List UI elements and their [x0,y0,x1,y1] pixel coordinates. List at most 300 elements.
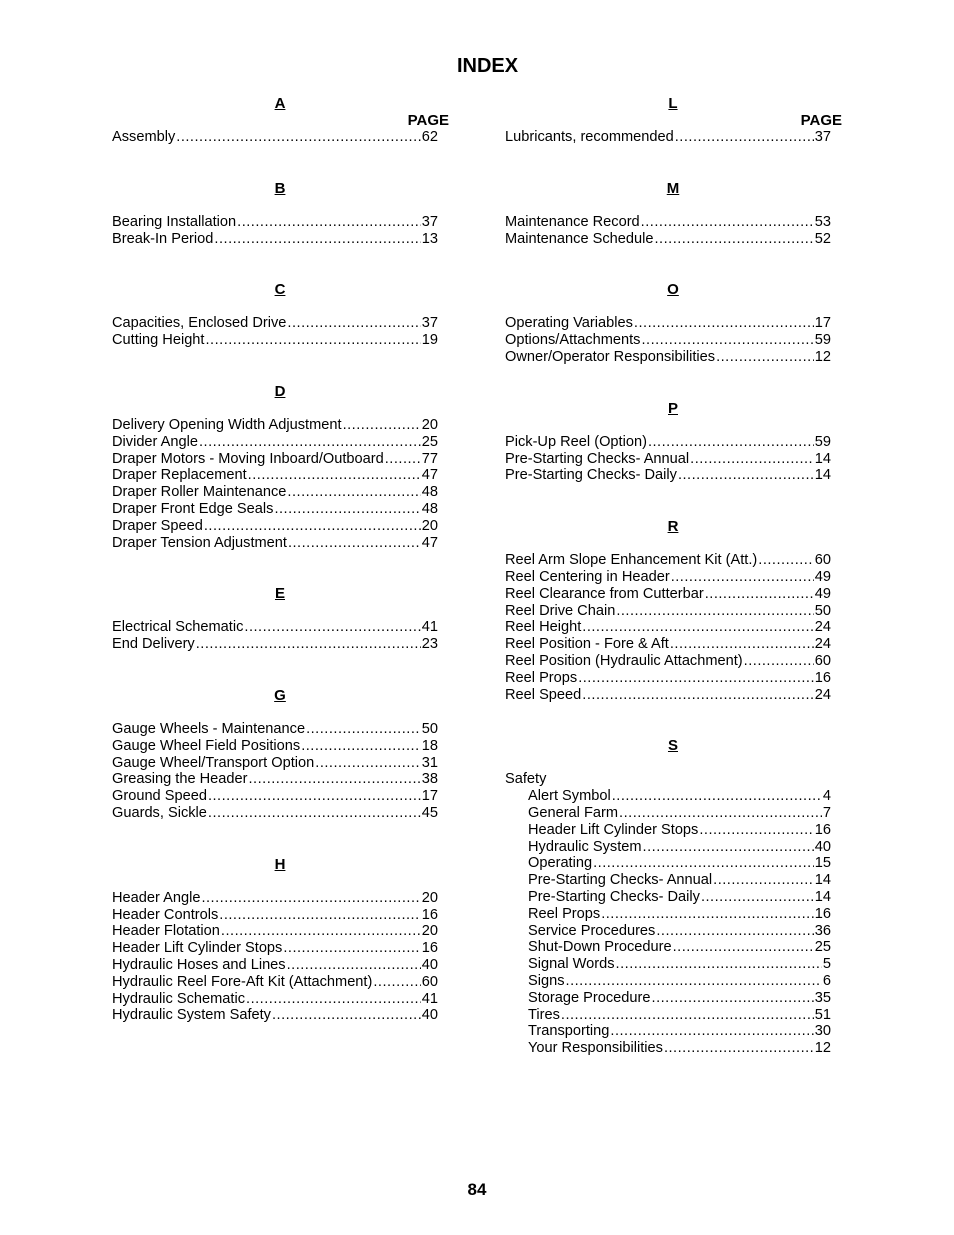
entry-text: Hydraulic Hoses and Lines [112,956,286,973]
section-spacer [112,873,438,890]
index-entry [505,687,831,704]
index-section-c [112,281,438,349]
entry-text: Lubricants, recommended [505,129,674,145]
index-section-m [505,180,831,248]
section-gap [505,484,831,518]
entry-text: Capacities, Enclosed Drive [112,315,287,332]
index-section-s [505,737,831,1057]
entry-text: Reel Height [505,619,582,636]
entry-page: 59 [814,332,831,349]
index-entry [112,484,438,501]
index-entry [112,1007,438,1024]
entry-text: Pick-Up Reel (Option) [505,433,647,450]
entry-text: Ground Speed [112,788,207,805]
dot-leader [690,451,814,468]
entry-text: Reel Props [528,905,601,922]
index-entry [112,788,438,805]
index-entry [505,939,831,956]
dot-leader [656,923,813,940]
index-entry [505,552,831,569]
section-spacer [112,298,438,315]
dot-leader [287,484,420,501]
entry-text: Header Controls [112,906,219,923]
dot-leader [578,670,814,687]
dot-leader [582,619,814,636]
index-entry [112,332,438,349]
index-entry [112,231,438,248]
entry-page: 37 [421,315,438,332]
index-entry [505,855,831,872]
entry-text: Draper Front Edge Seals [112,500,274,517]
entry-page: 50 [814,602,831,619]
entry-text: Maintenance Record [505,213,640,230]
entry-page: 16 [421,906,438,923]
entry-page: 14 [814,450,831,467]
dot-leader [288,535,421,552]
index-entry [505,231,831,248]
entry-page: 20 [421,923,438,940]
index-entry [112,755,438,772]
entry-text: Header Angle [112,889,201,906]
entry-page: 17 [421,788,438,805]
entry-page: 48 [421,484,438,501]
dot-leader [616,956,822,973]
entry-page: 7 [822,804,831,821]
dot-leader [219,907,421,924]
dot-leader [678,467,814,484]
index-entry [112,907,438,924]
entry-text: Assembly [112,129,176,145]
section-gap [112,146,438,180]
dot-leader [652,990,814,1007]
section-letter: O [667,281,679,299]
entry-text: Pre-Starting Checks- Daily [528,888,700,905]
section-spacer [112,197,438,214]
entry-page: 18 [421,737,438,754]
section-letter: A [274,95,286,112]
index-entry [112,417,438,434]
index-section-e [112,585,438,653]
section-letter: C [274,281,286,299]
index-entry [112,957,438,974]
entry-page: 52 [814,230,831,247]
page-number: 84 [467,1180,487,1199]
dot-leader [612,788,822,805]
section-spacer [505,535,831,552]
section-spacer [505,298,831,315]
index-entry [505,619,831,636]
index-entry [112,129,438,146]
index-entry [112,518,438,535]
entry-page: 62 [421,129,438,145]
left-column [112,95,449,1024]
index-heading: Safety [505,771,547,788]
entry-page: 77 [421,450,438,467]
entry-page: 4 [822,788,831,805]
dot-leader [248,771,420,788]
entry-text: Guards, Sickle [112,804,207,821]
index-entry [505,670,831,687]
entry-text: Reel Position (Hydraulic Attachment) [505,652,743,669]
dot-leader [634,315,814,332]
page-column-header: PAGE [407,112,449,129]
entry-text: Reel Arm Slope Enhancement Kit (Att.) [505,552,758,569]
dot-leader [699,822,813,839]
section-gap [112,247,438,281]
section-spacer [505,417,831,434]
dot-leader [561,1007,814,1024]
entry-text: Draper Tension Adjustment [112,534,287,551]
entry-text: Draper Speed [112,517,203,534]
entry-page: 24 [814,686,831,703]
entry-page: 40 [814,838,831,855]
entry-text: Greasing the Header [112,771,248,788]
dot-leader [283,940,420,957]
dot-leader [654,231,813,248]
entry-text: Pre-Starting Checks- Annual [505,450,690,467]
dot-leader [385,451,421,468]
dot-leader [208,788,421,805]
entry-text: Owner/Operator Responsibilities [505,348,716,365]
entry-text: Storage Procedure [528,989,651,1006]
section-letter: E [274,585,285,603]
index-section-d [112,383,438,551]
dot-leader [176,129,421,146]
section-spacer [112,704,438,721]
index-entry [505,434,831,451]
entry-page: 60 [814,652,831,669]
entry-text: Pre-Starting Checks- Daily [505,467,677,484]
index-entry [505,603,831,620]
entry-text: Signal Words [528,956,615,973]
index-entry [505,990,831,1007]
entry-text: Gauge Wheels - Maintenance [112,720,306,737]
section-letter: G [274,686,286,704]
entry-text: Break-In Period [112,230,214,247]
index-entry [505,906,831,923]
dot-leader [246,991,421,1008]
entry-text: Alert Symbol [528,788,611,805]
dot-leader [221,923,421,940]
section-letter: R [667,518,679,536]
section-letter: B [274,179,286,197]
entry-page: 49 [814,568,831,585]
index-entry [112,974,438,991]
dot-leader [287,957,421,974]
entry-page: 53 [814,213,831,230]
entry-text: Delivery Opening Width Adjustment [112,416,342,433]
entry-page: 36 [814,922,831,939]
index-entry [112,771,438,788]
entry-text: Hydraulic Reel Fore-Aft Kit (Attachment) [112,973,373,990]
entry-text: Electrical Schematic [112,619,244,636]
index-section-b [112,180,438,248]
index-section-o [505,281,831,365]
entry-text: Header Lift Cylinder Stops [528,821,699,838]
section-letter: M [666,179,680,197]
index-entry [112,923,438,940]
dot-leader [664,1040,814,1057]
entry-page: 20 [421,889,438,906]
index-section-h [112,856,438,1024]
entry-text: Operating [528,855,593,872]
page-column-header: PAGE [800,112,842,129]
entry-text: Shut-Down Procedure [528,939,672,956]
dot-leader [201,890,420,907]
dot-leader [610,1023,813,1040]
dot-leader [373,974,420,991]
dot-leader [205,332,420,349]
index-entry [112,619,438,636]
right-column [505,95,842,1057]
entry-page: 17 [814,315,831,332]
index-entry [505,653,831,670]
index-entry [505,956,831,973]
entry-page: 14 [814,872,831,889]
dot-leader [744,653,814,670]
dot-leader [199,434,421,451]
entry-text: Gauge Wheel Field Positions [112,737,301,754]
index-entry [505,467,831,484]
entry-text: Bearing Installation [112,213,237,230]
dot-leader [716,349,814,366]
index-entry [112,434,438,451]
dot-leader [670,636,814,653]
entry-page: 40 [421,1007,438,1024]
index-section-r [505,518,831,703]
index-entry [112,940,438,957]
index-entry [112,467,438,484]
dot-leader [601,906,814,923]
index-entry [505,349,831,366]
entry-text: Pre-Starting Checks- Annual [528,872,713,889]
index-entry [505,788,831,805]
entry-page: 16 [421,940,438,957]
dot-leader [301,738,421,755]
entry-page: 16 [814,821,831,838]
index-entry [112,315,438,332]
dot-leader [705,586,814,603]
index-entry [505,129,831,146]
index-entry [112,738,438,755]
entry-text: Hydraulic System Safety [112,1007,271,1024]
dot-leader [641,332,813,349]
entry-text: Operating Variables [505,315,633,332]
index-section-a [112,95,449,146]
dot-leader [214,231,420,248]
dot-leader [701,889,814,906]
entry-page: 37 [421,213,438,230]
entry-page: 51 [814,1006,831,1023]
entry-text: Service Procedures [528,922,656,939]
index-entry [505,1040,831,1057]
index-entry [505,332,831,349]
index-entry [505,822,831,839]
entry-page: 19 [421,332,438,349]
index-entry [505,839,831,856]
entry-page: 41 [421,990,438,1007]
entry-page: 38 [421,771,438,788]
index-entry [112,214,438,231]
entry-page: 5 [822,956,831,973]
entry-page: 41 [421,619,438,636]
entry-page: 24 [814,619,831,636]
section-spacer [505,754,831,771]
entry-text: Reel Speed [505,686,582,703]
entry-text: Transporting [528,1023,610,1040]
entry-text: General Farm [528,804,619,821]
index-entry [112,501,438,518]
dot-leader [208,805,421,822]
index-entry [112,535,438,552]
section-letter: D [274,382,286,400]
entry-page: 49 [814,585,831,602]
dot-leader [619,805,822,822]
index-entry [505,923,831,940]
entry-page: 48 [421,500,438,517]
entry-page: 20 [421,416,438,433]
index-entry [112,991,438,1008]
entry-text: Draper Roller Maintenance [112,484,287,501]
entry-page: 47 [421,467,438,484]
dot-leader [758,552,814,569]
entry-text: Gauge Wheel/Transport Option [112,754,315,771]
section-spacer [112,400,438,417]
section-gap [112,551,438,585]
entry-page: 60 [421,973,438,990]
dot-leader [343,417,421,434]
entry-text: Draper Motors - Moving Inboard/Outboard [112,450,384,467]
section-gap [112,822,438,856]
dot-leader [315,755,421,772]
entry-page: 25 [421,433,438,450]
entry-text: Reel Props [505,669,578,686]
index-entry [505,569,831,586]
dot-leader [274,501,420,518]
entry-page: 50 [421,720,438,737]
section-gap [505,146,831,180]
section-gap [505,366,831,400]
index-entry [112,721,438,738]
entry-page: 30 [814,1023,831,1040]
index-entry [505,586,831,603]
entry-text: Header Flotation [112,923,220,940]
dot-leader [643,839,814,856]
entry-page: 60 [814,552,831,569]
index-entry [505,214,831,231]
section-letter: H [274,855,286,873]
index-section-l [505,95,842,146]
dot-leader [582,687,813,704]
entry-text: End Delivery [112,636,195,653]
entry-text: Your Responsibilities [528,1040,663,1057]
entry-text: Hydraulic Schematic [112,990,246,1007]
entry-text: Reel Centering in Header [505,568,670,585]
index-entry [112,805,438,822]
entry-text: Divider Angle [112,433,198,450]
dot-leader [616,603,813,620]
section-letter: P [667,399,678,417]
section-gap [112,349,438,383]
dot-leader [306,721,421,738]
section-spacer [505,197,831,214]
entry-page: 16 [814,905,831,922]
entry-text: Signs [528,972,565,989]
entry-page: 31 [421,754,438,771]
entry-text: Draper Replacement [112,467,247,484]
entry-page: 25 [814,939,831,956]
dot-leader [204,518,421,535]
entry-text: Cutting Height [112,332,205,349]
entry-page: 47 [421,534,438,551]
entry-page: 37 [814,129,831,145]
dot-leader [641,214,814,231]
dot-leader [244,619,420,636]
entry-page: 59 [814,433,831,450]
entry-text: Hydraulic System [528,838,642,855]
index-entry [505,889,831,906]
entry-page: 40 [421,956,438,973]
section-gap [112,653,438,687]
dot-leader [566,973,822,990]
dot-leader [248,467,421,484]
entry-text: Reel Drive Chain [505,602,616,619]
entry-text: Options/Attachments [505,332,641,349]
dot-leader [237,214,421,231]
entry-page: 23 [421,636,438,653]
entry-page: 14 [814,467,831,484]
entry-page: 12 [814,1040,831,1057]
entry-page: 13 [421,230,438,247]
index-entry [505,872,831,889]
index-entry [505,1023,831,1040]
entry-text: Tires [528,1006,560,1023]
entry-page: 15 [814,855,831,872]
entry-text: Reel Position - Fore & Aft [505,636,669,653]
section-gap [505,703,831,737]
index-section-p [505,400,831,484]
dot-leader [593,855,814,872]
entry-page: 24 [814,636,831,653]
dot-leader [713,872,814,889]
dot-leader [196,636,421,653]
index-entry [505,451,831,468]
entry-page: 6 [822,972,831,989]
index-entry [505,973,831,990]
entry-text: Header Lift Cylinder Stops [112,940,283,957]
section-letter: L [668,95,678,112]
index-entry [505,1007,831,1024]
index-entry [505,636,831,653]
entry-text: Maintenance Schedule [505,230,654,247]
section-spacer [112,602,438,619]
index-section-g [112,687,438,822]
section-gap [505,247,831,281]
dot-leader [671,569,814,586]
entry-text: Reel Clearance from Cutterbar [505,585,704,602]
dot-leader [648,434,814,451]
entry-page: 45 [421,804,438,821]
entry-page: 14 [814,888,831,905]
entry-page: 20 [421,517,438,534]
dot-leader [673,939,814,956]
section-letter: S [667,737,678,755]
dot-leader [287,315,420,332]
index-entry [112,451,438,468]
dot-leader [272,1007,421,1024]
entry-page: 35 [814,989,831,1006]
page-title: INDEX [456,55,519,77]
